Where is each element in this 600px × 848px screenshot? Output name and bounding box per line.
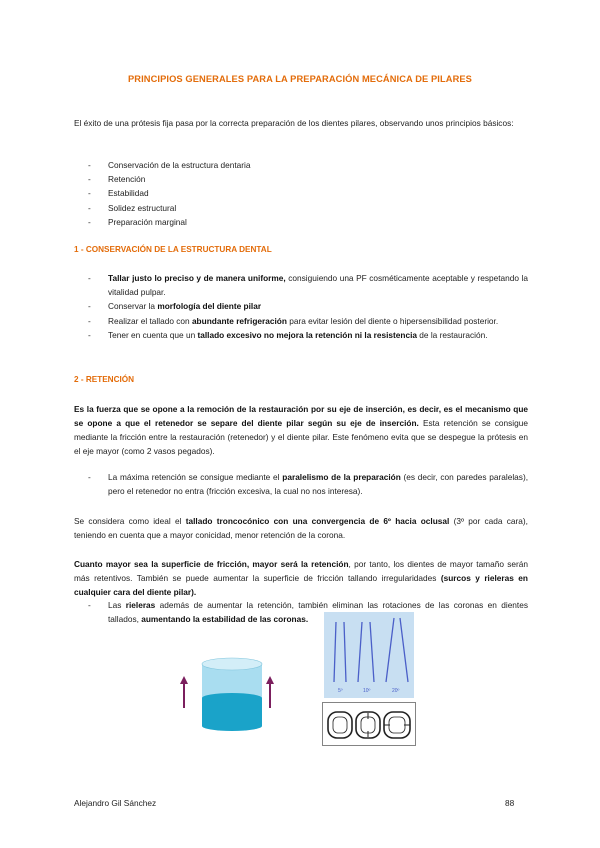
- list-item: - Tallar justo lo preciso y de manera uniforme, consiguiendo una PF cosméticamente aceptable y respetando la vitalidad pulpar.: [88, 273, 528, 298]
- arrow-right: [266, 676, 274, 708]
- footer-author: Alejandro Gil Sánchez: [74, 798, 157, 808]
- angle-label: 10º: [363, 688, 371, 694]
- cups-stack: [202, 658, 262, 731]
- angle-label: 20º: [392, 688, 400, 694]
- list-item: - Preparación marginal: [88, 216, 187, 227]
- footer-page-number: 88: [505, 798, 515, 808]
- list-item: - Las rieleras además de aumentar la retención, también eliminan las rotaciones de las coronas en dientes tallados, aumentando la estabilidad de las coronas.: [88, 600, 528, 625]
- list-item: - Solidez estructural: [88, 202, 177, 213]
- principles-list: [88, 158, 528, 229]
- section-heading-2: 2 - RETENCIÓN: [74, 375, 135, 384]
- list-item: - Realizar el tallado con abundante refrigeración para evitar lesión del diente o hipersensibilidad posterior.: [88, 315, 499, 326]
- list-item: - Estabilidad: [88, 188, 149, 199]
- taper-angles-figure: [324, 612, 414, 698]
- friction-paragraph: Cuanto mayor sea la superficie de fricción, mayor será la retención, por tanto, los dientes de mayor tamaño serán más retentivos. También se puede aumentar la superficie de fricción tallando irregularidades (surcos y rieleras en cualquier cara del diente pilar).: [74, 559, 528, 597]
- section-heading-1: 1 - CONSERVACIÓN DE LA ESTRUCTURA DENTAL: [74, 245, 272, 254]
- list-item: - La máxima retención se consigue mediante el paralelismo de la preparación (es decir, con paredes paralelas), pero el retenedor no entra (fricción excesiva, la cual no nos interesa).: [88, 472, 529, 497]
- list-item: - Conservar la morfología del diente pilar: [88, 301, 262, 312]
- grooves-figure: [322, 702, 416, 746]
- list-item: - Conservación de la estructura dentaria: [88, 160, 251, 170]
- ideal-taper-paragraph: Se considera como ideal el tallado troncocónico con una convergencia de 6º hacia oclusal (3º por cada cara), teniendo en cuenta que a mayor conicidad, menor retención de la corona.: [74, 516, 528, 540]
- intro-paragraph: El éxito de una prótesis fija pasa por la correcta preparación de los dientes pilares, observando unos principios básicos:: [74, 118, 514, 128]
- list-item: - Retención: [88, 174, 146, 185]
- section2-list-a: [88, 470, 528, 498]
- retention-definition: Es la fuerza que se opone a la remoción de la restauración por su eje de inserción, es decir, es el mecanismo que se opone a que el retenedor se separe del diente pilar según su eje de inserción. Esta retención se consigue mediante la fricción entre la restauración (retenedor) y el diente pilar. Este fenómeno evita que se despegue la prótesis en el eje mayor (como 2 vasos pegados).: [74, 404, 528, 456]
- list-item: - Tener en cuenta que un tallado excesivo no mejora la retención ni la resistencia de la restauración.: [88, 329, 488, 340]
- section1-list: [88, 271, 528, 342]
- angle-label: 5º: [338, 688, 343, 694]
- section2-list-b: [88, 598, 528, 626]
- arrow-left: [180, 676, 188, 708]
- cups-figure: [176, 652, 276, 736]
- page-title: PRINCIPIOS GENERALES PARA LA PREPARACIÓN MECÁNICA DE PILARES: [128, 74, 472, 84]
